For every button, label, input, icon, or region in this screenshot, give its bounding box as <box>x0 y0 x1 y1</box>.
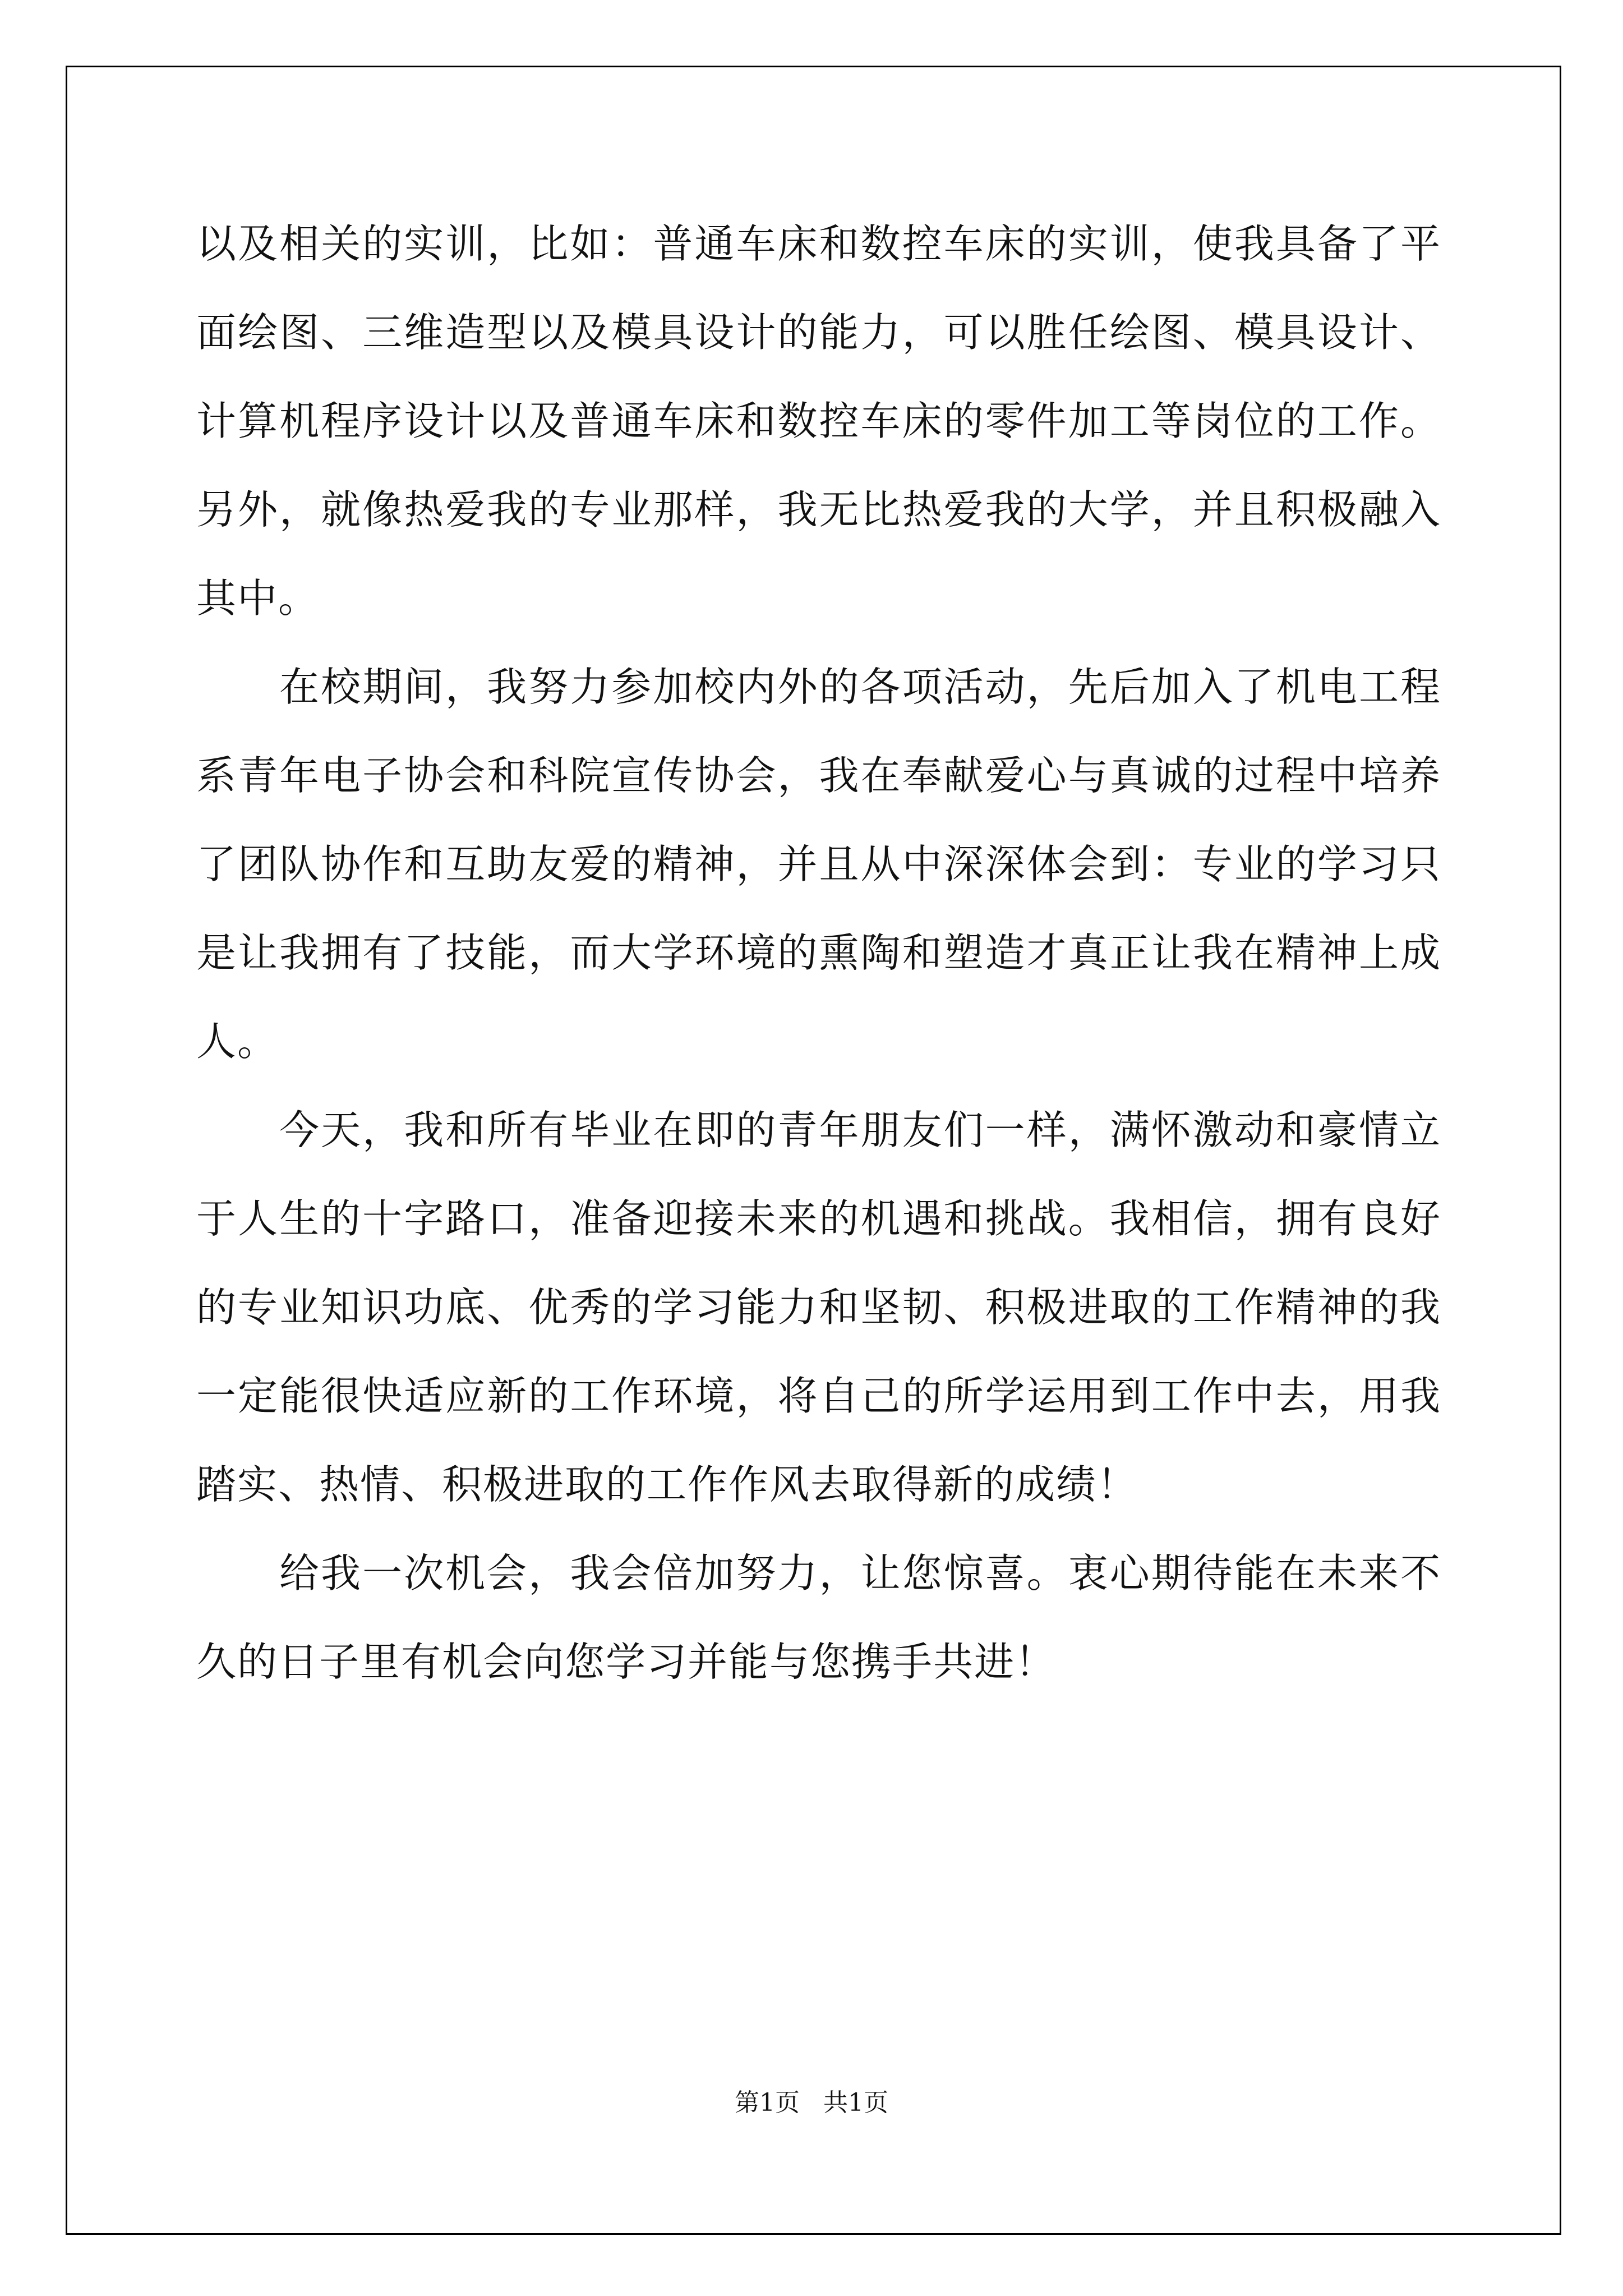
page-footer <box>0 2082 1623 2118</box>
paragraph-2: 在校期间，我努力参加校内外的各项活动，先后加入了机电工程系青年电子协会和科院宣传协会，我在奉献爱心与真诚的过程中培养了团队协作和互助友爱的精神，并且从中深深体会到：专业的学习只是让我拥有了技能，而大学环境的熏陶和塑造才真正让我在精神上成人。 <box>196 664 1441 1065</box>
page-number: 第1页 <box>735 2088 800 2117</box>
paragraph-3: 今天，我和所有毕业在即的青年朋友们一样，满怀激动和豪情立于人生的十字路口，准备迎接未来的机遇和挑战。我相信，拥有良好的专业知识功底、优秀的学习能力和坚韧、积极进取的工作精神的我一定能很快适应新的工作环境，将自己的所学运用到工作中去，用我踏实、热情、积极进取的工作作风去取得新的成绩！ <box>196 1107 1441 1508</box>
paragraph-4: 给我一次机会，我会倍加努力，让您惊喜。衷心期待能在未来不久的日子里有机会向您学习并能与您携手共进！ <box>196 1550 1441 1685</box>
paragraph-1: 以及相关的实训，比如：普通车床和数控车床的实训，使我具备了平面绘图、三维造型以及模具设计的能力，可以胜任绘图、模具设计、计算机程序设计以及普通车床和数控车床的零件加工等岗位的工作。另外，就像热爱我的专业那样，我无比热爱我的大学，并且积极融入其中。 <box>196 220 1441 622</box>
page-total: 共1页 <box>823 2088 888 2117</box>
document-body <box>196 200 1441 1706</box>
